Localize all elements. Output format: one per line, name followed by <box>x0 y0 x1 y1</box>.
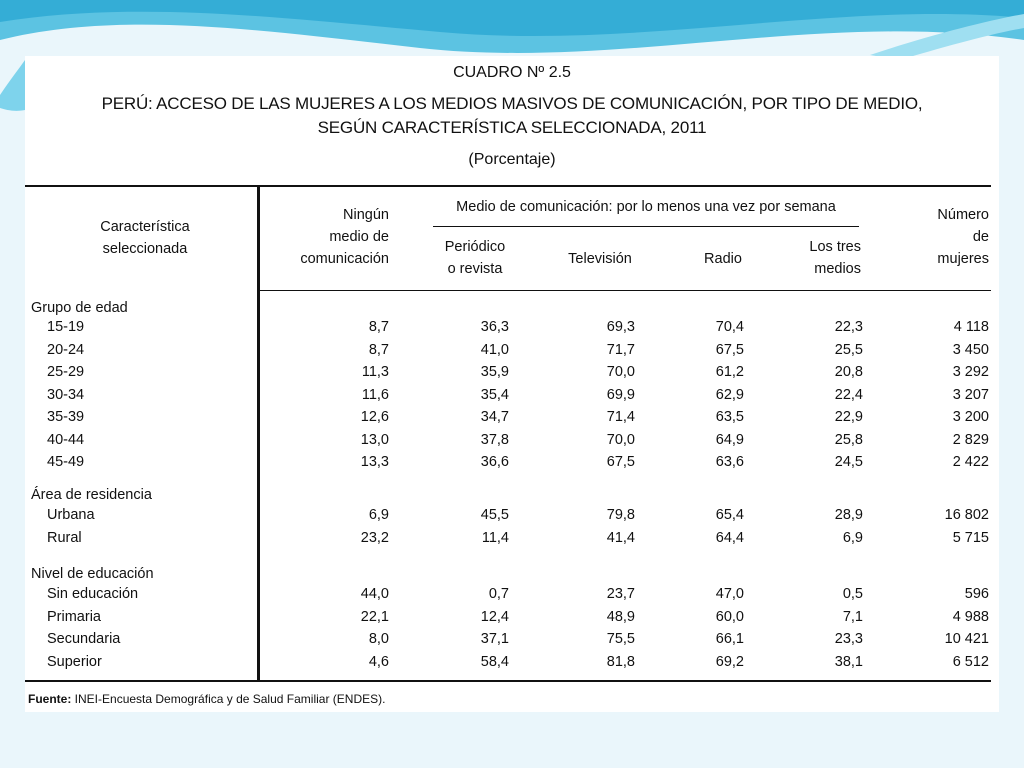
cell-radio: 64,9 <box>715 431 744 448</box>
cell-numero-mujeres: 5 715 <box>952 529 989 546</box>
cell-television: 75,5 <box>606 631 635 647</box>
cell-ningun: 13,0 <box>360 431 389 448</box>
cell-periodico: 35,9 <box>480 364 509 380</box>
cell-ningun: 44,0 <box>360 586 389 602</box>
cell-television: 41,4 <box>606 529 635 546</box>
header-radio: Radio <box>704 251 742 267</box>
group-label-residencia: Área de residencia <box>31 487 152 503</box>
table-title-line-1: PERÚ: ACCESO DE LAS MUJERES A LOS MEDIOS MASIVOS DE COMUNICACIÓN, POR TIPO DE MEDIO, <box>101 94 923 113</box>
row-label: Urbana <box>47 507 95 523</box>
cell-periodico: 37,8 <box>480 431 509 448</box>
cell-television: 81,8 <box>606 653 635 670</box>
row-label: Superior <box>47 653 102 670</box>
header-medio-group: Medio de comunicación: por lo menos una vez por semana <box>456 199 836 215</box>
cell-ningun: 11,3 <box>361 364 389 380</box>
cell-television: 67,5 <box>606 454 635 470</box>
cell-periodico: 12,4 <box>480 608 509 625</box>
row-label: Sin educación <box>47 586 139 602</box>
cell-ningun: 23,2 <box>360 529 389 546</box>
cell-radio: 70,4 <box>715 319 744 335</box>
cell-radio: 63,6 <box>715 454 744 470</box>
table-row <box>25 364 999 386</box>
cell-los-tres: 25,5 <box>834 341 863 358</box>
cell-television: 70,0 <box>606 431 635 448</box>
cell-numero-mujeres: 4 118 <box>953 319 989 335</box>
table-row <box>25 530 999 552</box>
header-television: Televisión <box>568 251 632 267</box>
cell-los-tres: 28,9 <box>834 507 863 523</box>
cell-television: 69,9 <box>606 386 635 403</box>
cell-television: 71,7 <box>606 341 635 358</box>
cell-ningun: 13,3 <box>360 454 389 470</box>
cell-los-tres: 22,4 <box>834 386 863 403</box>
table-row <box>25 387 999 409</box>
cell-ningun: 22,1 <box>360 608 389 625</box>
group-header-rule <box>433 226 859 227</box>
header-caracteristica: Característica seleccionada <box>100 219 190 257</box>
table-row <box>25 319 999 341</box>
cell-numero-mujeres: 3 200 <box>952 409 989 425</box>
cell-ningun: 8,0 <box>368 631 389 647</box>
cell-periodico: 58,4 <box>480 653 509 670</box>
cell-radio: 62,9 <box>715 386 744 403</box>
row-label: Secundaria <box>47 631 121 647</box>
cell-periodico: 41,0 <box>480 341 509 358</box>
row-label: 45-49 <box>47 454 85 470</box>
header-numero-mujeres: Número de mujeres <box>937 207 989 267</box>
cell-numero-mujeres: 3 207 <box>952 386 989 403</box>
table-row <box>25 409 999 431</box>
cell-radio: 66,1 <box>715 631 744 647</box>
row-label: 35-39 <box>47 409 85 425</box>
cell-numero-mujeres: 16 802 <box>944 507 989 523</box>
cell-ningun: 8,7 <box>368 341 389 358</box>
header-top-rule <box>25 185 991 187</box>
row-label: 15-19 <box>47 319 85 335</box>
row-label: Rural <box>47 529 82 546</box>
table-row <box>25 432 999 454</box>
cell-los-tres: 22,3 <box>834 319 863 335</box>
cell-periodico: 34,7 <box>480 409 509 425</box>
row-label: 25-29 <box>47 364 85 380</box>
cell-ningun: 8,7 <box>368 319 389 335</box>
cell-numero-mujeres: 6 512 <box>952 653 989 670</box>
table-card <box>25 56 999 712</box>
table-row <box>25 586 999 608</box>
cell-numero-mujeres: 596 <box>964 586 989 602</box>
cell-television: 23,7 <box>606 586 635 602</box>
cell-television: 48,9 <box>606 608 635 625</box>
table-row <box>25 454 999 476</box>
table-row <box>25 609 999 631</box>
table-unit: (Porcentaje) <box>468 151 556 168</box>
row-label: Primaria <box>47 608 101 625</box>
cell-periodico: 0,7 <box>488 586 509 602</box>
cell-los-tres: 24,5 <box>834 454 863 470</box>
cell-los-tres: 7,1 <box>842 608 863 625</box>
row-label: 30-34 <box>47 386 85 403</box>
cell-radio: 64,4 <box>715 529 744 546</box>
cell-radio: 63,5 <box>715 409 744 425</box>
header-periodico: Periódico o revista <box>444 239 506 277</box>
header-ningun-medio: Ningún medio de comunicación <box>300 207 389 267</box>
cell-television: 79,8 <box>606 507 635 523</box>
cell-ningun: 4,6 <box>368 653 389 670</box>
cell-ningun: 6,9 <box>368 507 389 523</box>
cell-radio: 65,4 <box>715 507 744 523</box>
cell-ningun: 12,6 <box>360 409 389 425</box>
group-label-edad: Grupo de edad <box>31 300 128 316</box>
cell-periodico: 11,4 <box>481 529 509 546</box>
cell-radio: 61,2 <box>715 364 744 380</box>
cell-numero-mujeres: 3 292 <box>952 364 989 380</box>
cuadro-number: CUADRO Nº 2.5 <box>453 64 571 81</box>
cell-television: 71,4 <box>606 409 635 425</box>
cell-radio: 67,5 <box>715 341 744 358</box>
table-row <box>25 342 999 364</box>
cell-los-tres: 20,8 <box>834 364 863 380</box>
cell-periodico: 35,4 <box>480 386 509 403</box>
cell-radio: 60,0 <box>715 608 744 625</box>
cell-ningun: 11,6 <box>361 386 389 403</box>
table-row <box>25 507 999 529</box>
cell-periodico: 36,6 <box>480 454 509 470</box>
cell-numero-mujeres: 2 829 <box>952 431 989 448</box>
cell-periodico: 36,3 <box>480 319 509 335</box>
cell-los-tres: 22,9 <box>834 409 863 425</box>
source-note: Fuente: INEI-Encuesta Demográfica y de Salud Familiar (ENDES). <box>28 692 386 706</box>
group-label-educacion: Nivel de educación <box>31 566 154 582</box>
cell-radio: 69,2 <box>715 653 744 670</box>
cell-los-tres: 25,8 <box>834 431 863 448</box>
header-bottom-rule <box>260 290 991 291</box>
cell-los-tres: 0,5 <box>842 586 863 602</box>
cell-numero-mujeres: 3 450 <box>952 341 989 358</box>
cell-periodico: 45,5 <box>480 507 509 523</box>
table-row <box>25 654 999 676</box>
row-label: 40-44 <box>47 431 85 448</box>
table-bottom-rule <box>25 680 991 682</box>
table-title-line-2: SEGÚN CARACTERÍSTICA SELECCIONADA, 2011 <box>317 118 707 137</box>
row-label: 20-24 <box>47 341 85 358</box>
cell-los-tres: 38,1 <box>834 653 863 670</box>
cell-radio: 47,0 <box>715 586 744 602</box>
header-los-tres: Los tres medios <box>809 239 861 277</box>
cell-numero-mujeres: 4 988 <box>952 608 989 625</box>
cell-television: 69,3 <box>606 319 635 335</box>
cell-periodico: 37,1 <box>480 631 509 647</box>
cell-los-tres: 6,9 <box>842 529 863 546</box>
cell-television: 70,0 <box>606 364 635 380</box>
cell-numero-mujeres: 10 421 <box>944 631 989 647</box>
table-row <box>25 631 999 653</box>
cell-numero-mujeres: 2 422 <box>952 454 989 470</box>
cell-los-tres: 23,3 <box>834 631 863 647</box>
